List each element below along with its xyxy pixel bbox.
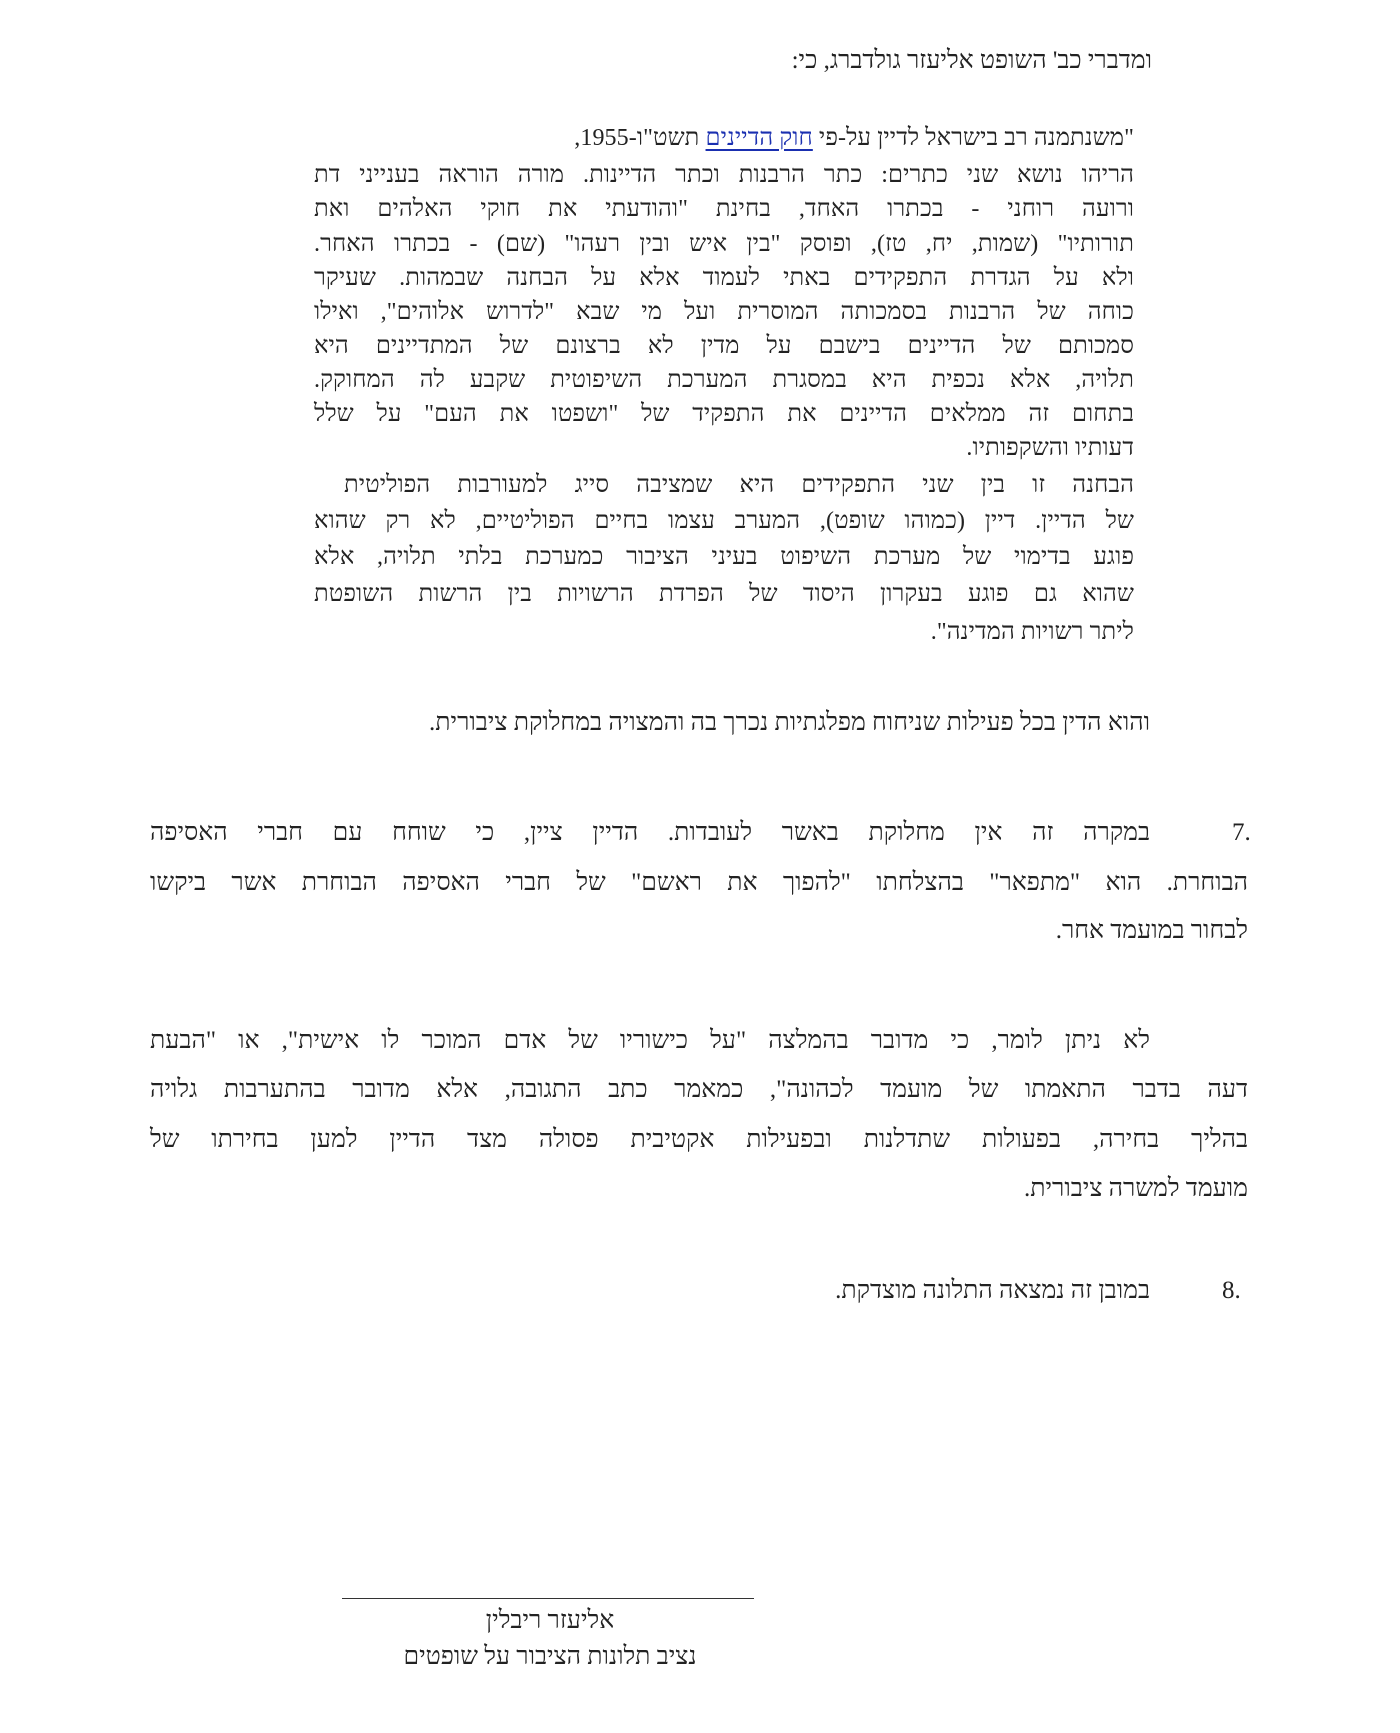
quote-line: דעותיו והשקפותיו. [966, 435, 1134, 461]
quote-line: תורותיו" (שמות, יח, טז), ופוסק "בין איש ובין רעהו" (שם) - בכתרו האחר. [314, 231, 1134, 257]
signature-line [342, 1598, 754, 1599]
quote-line: הבחנה זו בין שני התפקידים היא שמציבה סייג למעורבות הפוליטית [344, 472, 1134, 498]
after-quote-line: והוא הדין בכל פעילות שניחוח מפלגתיות נכרך בה והמצויה במחלוקת ציבורית. [429, 709, 1150, 736]
law-link[interactable]: חוק הדיינים [705, 125, 813, 151]
quote-line: של הדיין. דיין (כמוהו שופט), המערב עצמו בחיים הפוליטיים, לא רק שהוא [314, 508, 1134, 534]
section-7b-line: לא ניתן לומר, כי מדובר בהמלצה "על כישוריו של אדם המוכר לו אישית", או "הבעת [150, 1027, 1150, 1054]
quote-first-line [314, 126, 1134, 150]
section-7b-line: דעה בדבר התאמתו של מועמד לכהונה", כמאמר כתב התגובה, אלא מדובר בהתערבות גלויה [150, 1076, 1248, 1103]
section-7-number: 7. [1232, 819, 1251, 846]
section-8-number: 8. [1222, 1277, 1241, 1304]
section-7-line: לבחור במועמד אחר. [1055, 917, 1248, 944]
section-8-line: במובן זה נמצאה התלונה מוצדקת. [835, 1277, 1150, 1304]
signature-name: אליעזר ריבלין [485, 1607, 615, 1634]
quote-line: פוגע בדימוי של מערכת השיפוט בעיני הציבור כמערכת בלתי תלויה, אלא [314, 544, 1134, 570]
signature-title: נציב תלונות הציבור על שופטים [403, 1643, 697, 1670]
intro-line [252, 48, 1152, 73]
section-7-line: במקרה זה אין מחלוקת באשר לעובדות. הדיין ציין, כי שוחח עם חברי האסיפה [150, 819, 1150, 846]
quote-line: בתחום זה ממלאים הדיינים את התפקיד של "ושפטו את העם" על שלל [314, 401, 1134, 427]
section-7-line: הבוחרת. הוא "מתפאר" בהצלחתו "להפוך את ראשם" של חברי האסיפה הבוחרת אשר ביקשו [150, 869, 1248, 896]
quote-line: ליתר רשויות המדינה". [930, 619, 1134, 645]
quote-line: כוחה של הרבנות בסמכותה המוסרית ועל מי שבא "לדרוש אלוהים", ואילו [314, 299, 1134, 325]
quote-line: הריהו נושא שני כתרים: כתר הרבנות וכתר הדיינות. מורה הוראה בענייני דת [314, 162, 1134, 188]
quote-close-text: תשט"ו-1955, [574, 125, 706, 151]
section-7b-line: בהליך בחירה, בפעולות שתדלנות ובפעילות אקטיבית פסולה מצד הדיין למען בחירתו של [150, 1126, 1248, 1153]
section-7b-line: מועמד למשרה ציבורית. [1023, 1175, 1248, 1202]
quote-line: סמכותם של הדיינים בישבם על מדין לא ברצונם של המתדיינים היא [314, 333, 1134, 359]
quote-line: תלויה, אלא נכפית היא במסגרת המערכת השיפוטית שקבע לה המחוקק. [314, 367, 1134, 393]
intro-text: ומדברי כב' השופט אליעזר גולדברג, כי: [791, 47, 1152, 74]
quote-line: שהוא גם פוגע בעקרון היסוד של הפרדת הרשויות בין הרשות השופטת [314, 581, 1134, 607]
quote-open-text: "משנתמנה רב בישראל לדיין על-פי [812, 125, 1134, 151]
quote-line: ורועה רוחני - בכתרו האחד, בחינת "והודעתי את חוקי האלהים ואת [314, 196, 1134, 222]
quote-line: ולא על הגדרת התפקידים באתי לעמוד אלא על הבחנה שבמהות. שעיקר [314, 265, 1134, 291]
